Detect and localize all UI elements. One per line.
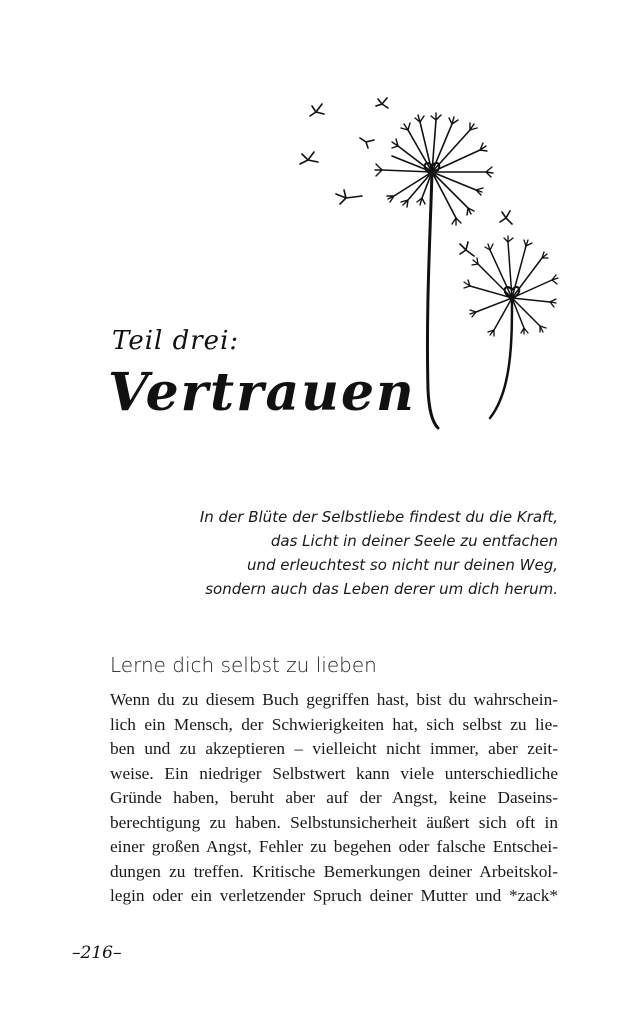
epigraph	[138, 505, 558, 601]
epigraph-line: sondern auch das Leben derer um dich herum.	[205, 580, 558, 598]
body-line: Wenn du zu diesem Buch gegriffen hast, bist du wahrschein-	[110, 690, 558, 709]
page-number: –216–	[72, 943, 122, 963]
body-line: ben und zu akzeptieren – vielleicht nicht immer, aber zeit-	[110, 739, 558, 758]
body-line: einer großen Angst, Fehler zu begehen oder falsche Entschei-	[110, 837, 558, 856]
section-heading: Lerne dich selbst zu lieben	[110, 653, 377, 677]
epigraph-line: In der Blüte der Selbstliebe findest du die Kraft,	[199, 508, 558, 526]
part-label: Teil drei:	[112, 326, 240, 356]
body-line: Gründe haben, beruht aber auf der Angst, keine Daseins-	[110, 788, 558, 807]
body-line: weise. Ein niedriger Selbstwert kann viele unterschiedliche	[110, 763, 558, 783]
part-title: Vertrauen	[108, 362, 416, 423]
body-paragraph	[110, 688, 558, 909]
epigraph-line: und erleuchtest so nicht nur deinen Weg,	[247, 556, 558, 574]
body-line: dungen zu treffen. Kritische Bemerkungen deiner Arbeitskol-	[110, 861, 558, 881]
body-line: lich ein Mensch, der Schwierigkeiten hat, sich selbst zu lie-	[110, 714, 558, 734]
body-line: legin oder ein verletzender Spruch deiner Mutter und *zack*	[110, 886, 558, 905]
epigraph-line: das Licht in deiner Seele zu entfachen	[270, 532, 558, 550]
body-line: berechtigung zu haben. Selbstunsicherheit äußert sich oft in	[110, 812, 558, 832]
